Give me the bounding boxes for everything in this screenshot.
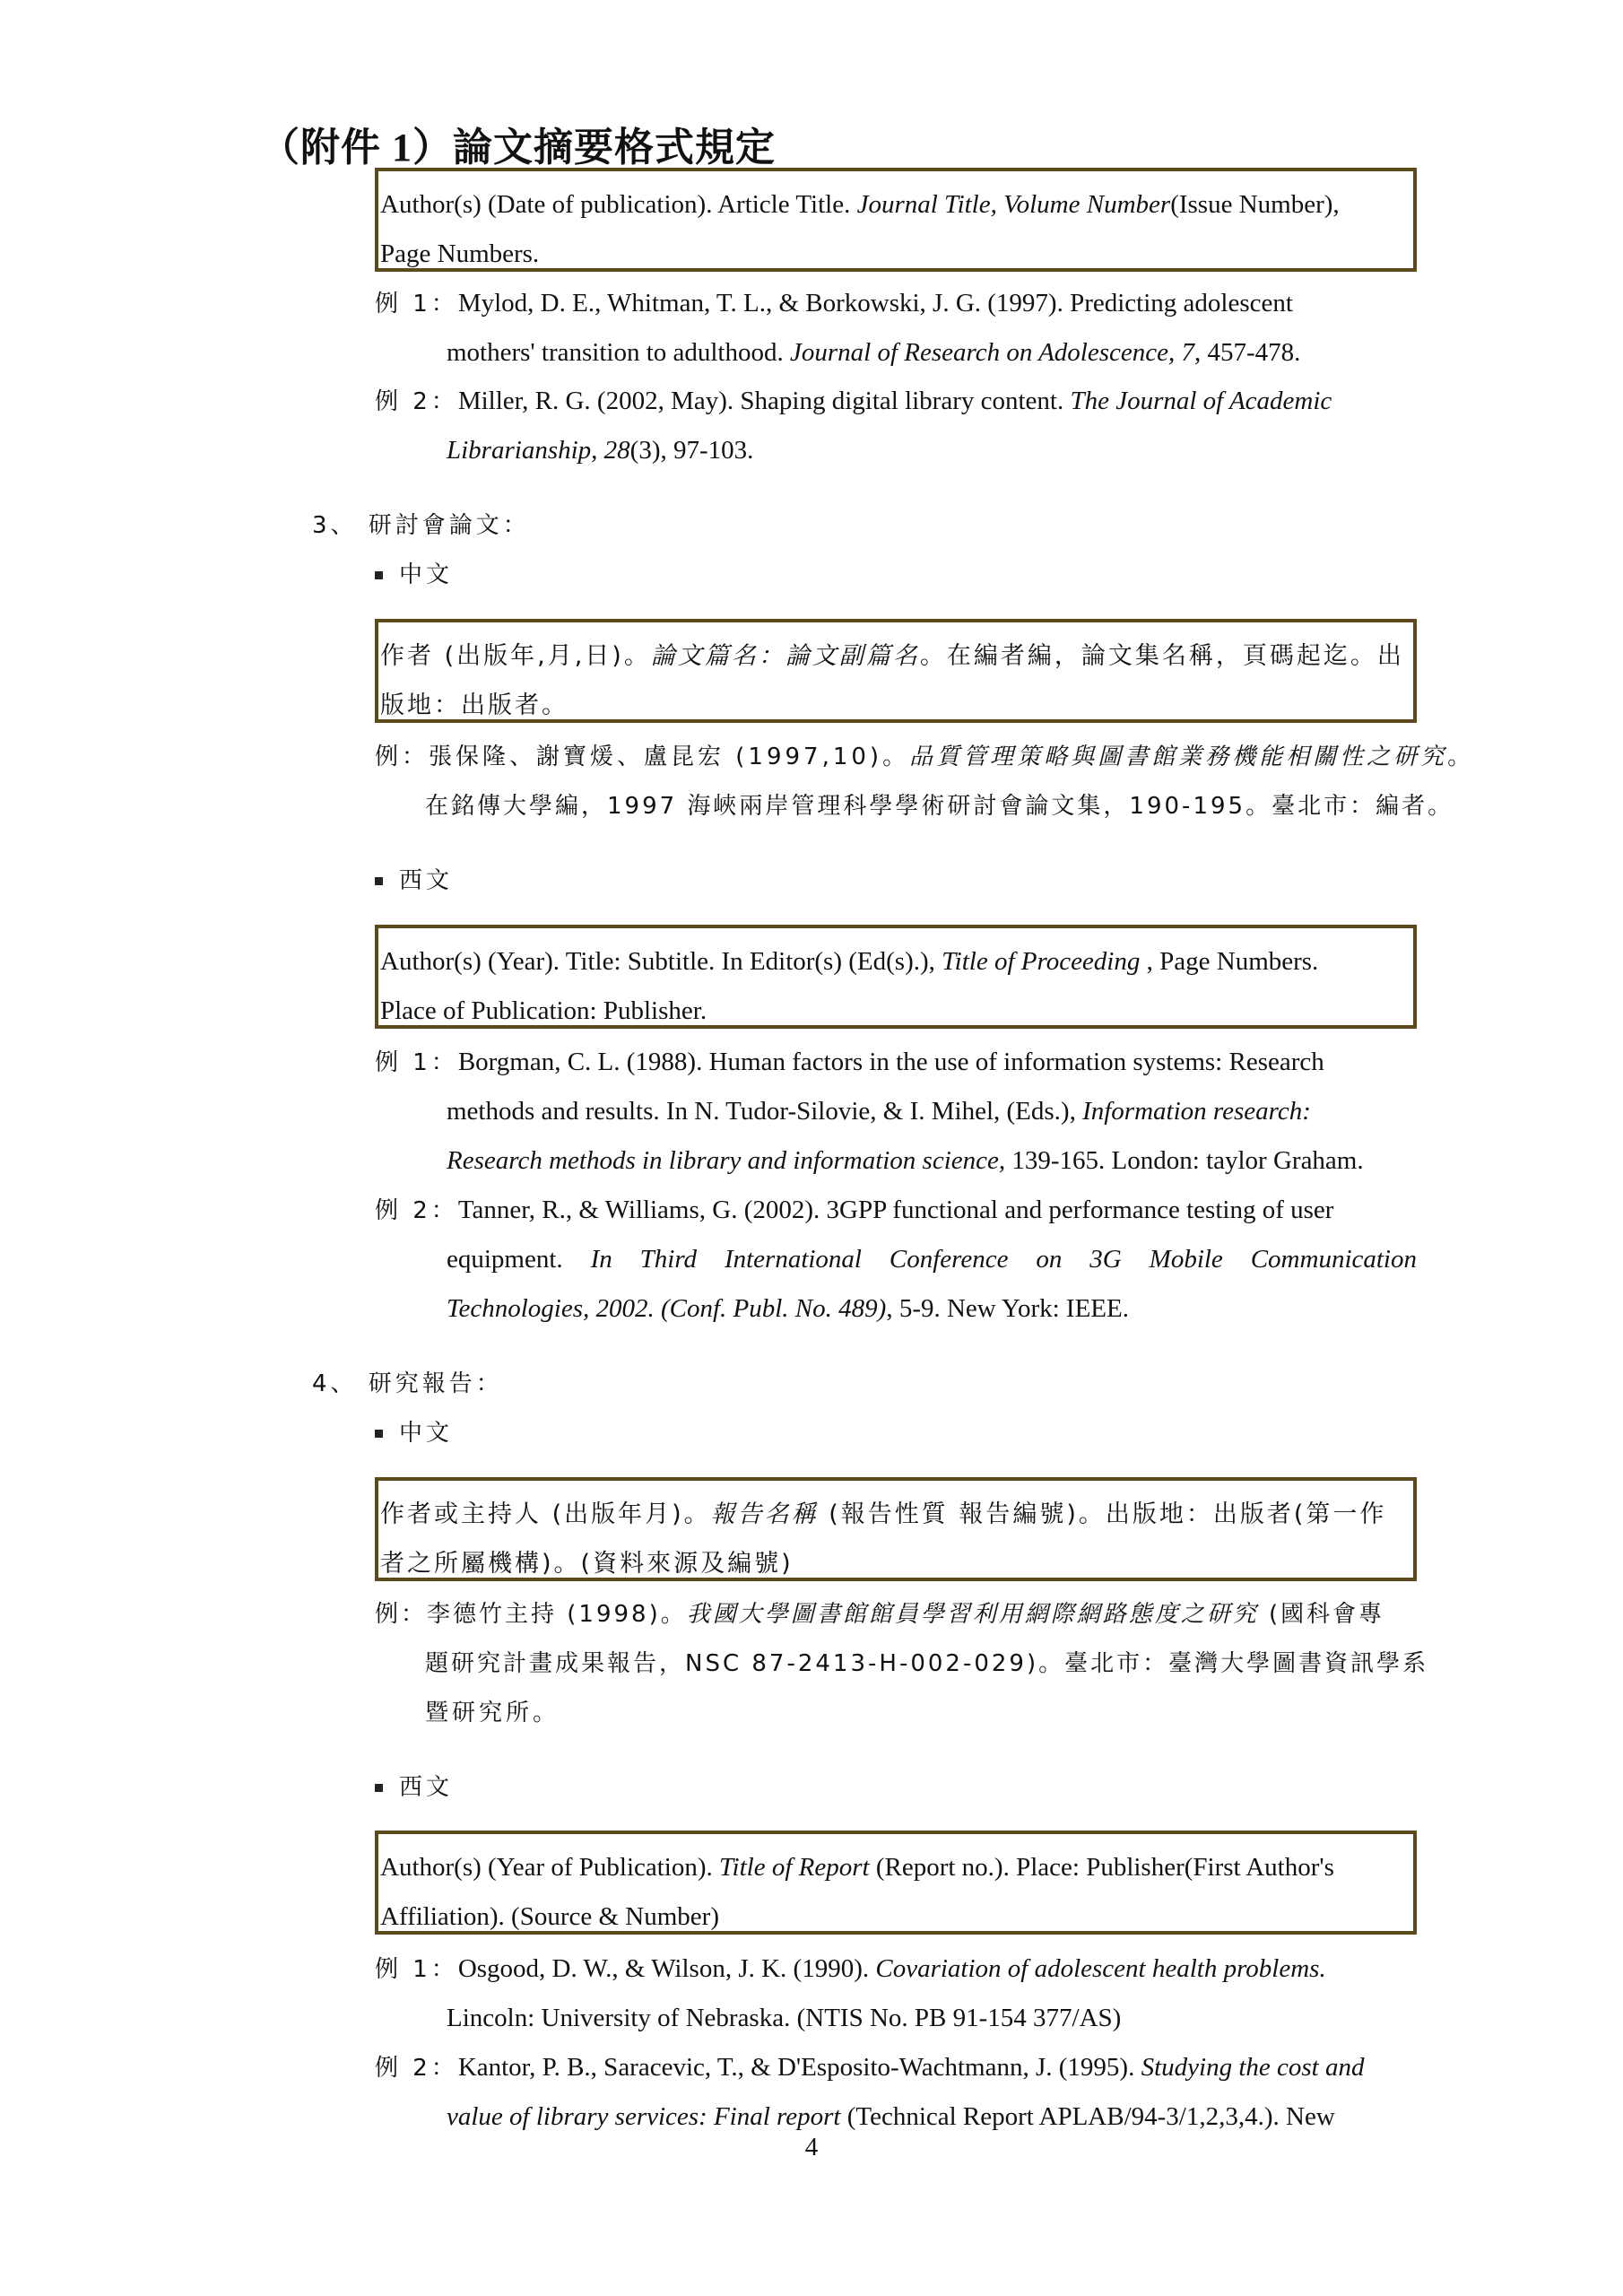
conference-zh-example: 例：張保隆、謝寶煖、盧昆宏 (1997,10)。品質管理策略與圖書館業務機能相關性之研究。 xyxy=(375,744,1475,770)
report-en-example-1-cont: Lincoln: University of Nebraska. (NTIS No. PB 91-154 377/AS) xyxy=(447,2004,1122,2032)
page-number: 4 xyxy=(804,2133,819,2161)
report-zh-example-cont2: 暨研究所。 xyxy=(425,1700,560,1726)
conference-en-example-1-cont2: Research methods in library and information science, 139-165. London: taylor Graham. xyxy=(447,1146,1364,1175)
bullet-western: 西文 xyxy=(375,1770,453,1805)
report-zh-example: 例：李德竹主持 (1998)。我國大學圖書館館員學習利用網際網路態度之研究 (國科會專 xyxy=(375,1601,1385,1628)
conference-en-example-2: 例 2：Tanner, R., & Williams, G. (2002). 3GPP functional and performance testing of user xyxy=(375,1196,1334,1224)
bullet-western: 西文 xyxy=(375,863,453,899)
report-en-example-2: 例 2：Kantor, P. B., Saracevic, T., & D'Esposito-Wachtmann, J. (1995). Studying the cost and xyxy=(375,2053,1365,2082)
report-en-template-box: Author(s) (Year of Publication). Title of Report (Report no.). Place: Publisher(First Author's Affiliation). (Source & Number) xyxy=(375,1831,1417,1935)
conference-zh-template-box: 作者 (出版年,月,日)。論文篇名：論文副篇名。在編者編，論文集名稱，頁碼起迄。出 版地：出版者。 xyxy=(375,619,1417,723)
conference-en-example-1-cont: methods and results. In N. Tudor-Silovie, & I. Mihel, (Eds.), Information research: xyxy=(447,1097,1311,1126)
journal-example-1: 例 1：Mylod, D. E., Whitman, T. L., & Borkowski, J. G. (1997). Predicting adolescent xyxy=(375,289,1293,317)
section-4-heading: 4、 研究報告： xyxy=(312,1370,503,1397)
bullet-chinese: 中文 xyxy=(375,557,453,593)
journal-example-2-cont: Librarianship, 28(3), 97-103. xyxy=(447,436,754,465)
bullet-chinese: 中文 xyxy=(375,1415,453,1451)
conference-en-example-2-cont: equipment. In Third International Conference on 3G Mobile Communication xyxy=(447,1245,1417,1274)
template-text: Author(s) (Date of publication). Article Title. xyxy=(380,190,857,219)
page-title: （附件 1）論文摘要格式規定 xyxy=(260,126,776,170)
bullet-square-icon xyxy=(375,877,383,885)
section-3-heading: 3、 研討會論文： xyxy=(312,512,530,539)
report-zh-example-cont: 題研究計畫成果報告，NSC 87-2413-H-002-029)。臺北市：臺灣大學圖書資訊學系 xyxy=(425,1650,1429,1677)
journal-template-box xyxy=(375,168,1417,272)
report-en-example-2-cont: value of library services: Final report (Technical Report APLAB/94-3/1,2,3,4.). New xyxy=(447,2102,1335,2131)
bullet-square-icon xyxy=(375,571,383,579)
conference-en-example-1: 例 1：Borgman, C. L. (1988). Human factors in the use of information systems: Research xyxy=(375,1048,1324,1076)
report-zh-template-box: 作者或主持人 (出版年月)。報告名稱 (報告性質 報告編號)。出版地：出版者(第一作 者之所屬機構)。(資料來源及編號) xyxy=(375,1477,1417,1581)
journal-example-2: 例 2：Miller, R. G. (2002, May). Shaping digital library content. The Journal of Academic xyxy=(375,387,1332,415)
report-en-example-1: 例 1：Osgood, D. W., & Wilson, J. K. (1990). Covariation of adolescent health problems. xyxy=(375,1954,1326,1983)
conference-en-template-box: Author(s) (Year). Title: Subtitle. In Editor(s) (Ed(s).), Title of Proceeding , Page Numbers. Place of Publication: Publisher. xyxy=(375,925,1417,1029)
journal-example-1-cont: mothers' transition to adulthood. Journal of Research on Adolescence, 7, 457-478. xyxy=(447,338,1301,367)
template-italic: Journal Title, Volume Number xyxy=(856,190,1171,219)
template-text: (Issue Number), xyxy=(1170,190,1340,219)
bullet-square-icon xyxy=(375,1784,383,1792)
bullet-square-icon xyxy=(375,1430,383,1438)
conference-en-example-2-cont2: Technologies, 2002. (Conf. Publ. No. 489), 5-9. New York: IEEE. xyxy=(447,1294,1129,1323)
conference-zh-example-cont: 在銘傳大學編，1997 海峽兩岸管理科學學術研討會論文集，190-195。臺北市：編者。 xyxy=(425,793,1454,820)
template-text: Page Numbers. xyxy=(380,239,540,268)
